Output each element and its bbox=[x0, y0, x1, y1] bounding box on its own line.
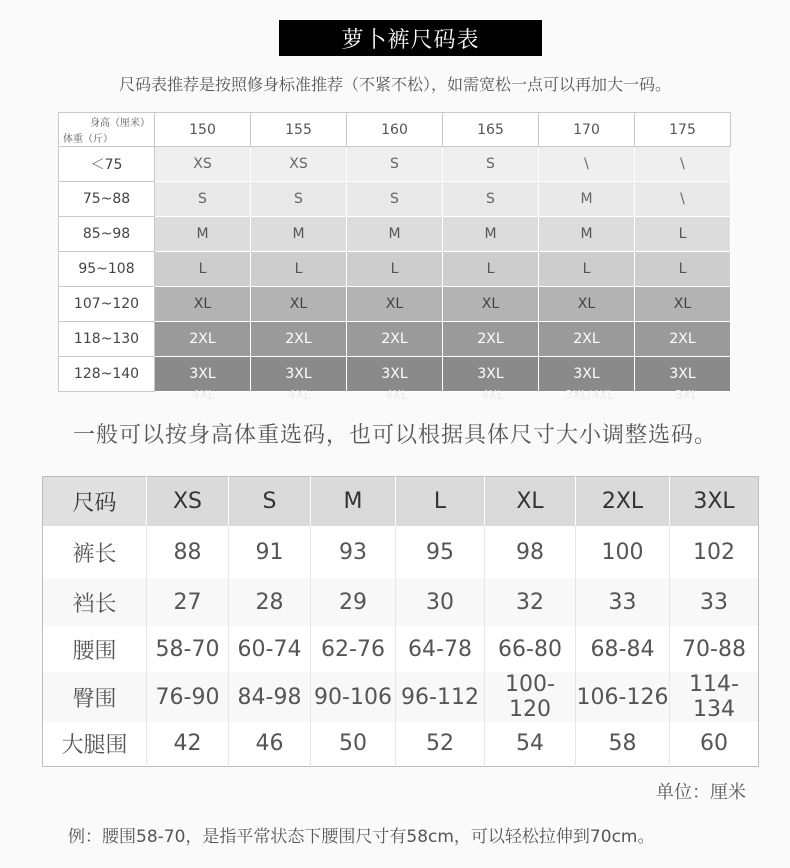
header-cell: 尺码 bbox=[43, 477, 147, 527]
weight-label: ＜75 bbox=[59, 147, 155, 182]
value-cell: 58-70 bbox=[147, 626, 229, 672]
header-cell: 3XL bbox=[670, 477, 759, 527]
measurement-header-row bbox=[43, 477, 759, 527]
row-label: 裆长 bbox=[43, 578, 147, 626]
size-cell: S bbox=[155, 182, 251, 217]
page-title: 萝卜裤尺码表 bbox=[279, 20, 542, 56]
value-cell: 30 bbox=[396, 578, 485, 626]
value-cell: 66-80 bbox=[485, 626, 576, 672]
size-cell: M bbox=[443, 217, 539, 252]
table-row bbox=[59, 287, 731, 322]
value-cell: 60-74 bbox=[229, 626, 311, 672]
height-header: 155 bbox=[251, 113, 347, 147]
example-note: 例：腰围58-70，是指平常状态下腰围尺寸有58cm，可以轻松拉伸到70cm。 bbox=[68, 827, 655, 847]
size-cell: L bbox=[251, 252, 347, 287]
table-row bbox=[43, 626, 759, 672]
height-header: 175 bbox=[635, 113, 731, 147]
value-cell: 60 bbox=[670, 722, 759, 766]
unit-label: 单位：厘米 bbox=[656, 782, 746, 803]
weight-label: 75~88 bbox=[59, 182, 155, 217]
size-cell: \ bbox=[635, 147, 731, 182]
table-row bbox=[59, 217, 731, 252]
table-row bbox=[59, 182, 731, 217]
size-cell: XL bbox=[347, 287, 443, 322]
header-cell: XS bbox=[147, 477, 229, 527]
table-row bbox=[59, 252, 731, 287]
size-cell: M bbox=[539, 182, 635, 217]
size-cell: XS bbox=[155, 147, 251, 182]
value-cell: 62-76 bbox=[311, 626, 396, 672]
value-cell: 29 bbox=[311, 578, 396, 626]
table-row bbox=[59, 147, 731, 182]
value-cell: 91 bbox=[229, 526, 311, 578]
height-header: 150 bbox=[155, 113, 251, 147]
value-cell: 102 bbox=[670, 526, 759, 578]
value-cell: 64-78 bbox=[396, 626, 485, 672]
table-row bbox=[43, 672, 759, 722]
size-cell: XL bbox=[155, 287, 251, 322]
value-cell: 95 bbox=[396, 526, 485, 578]
section-subtitle: 一般可以按身高体重选码，也可以根据具体尺寸大小调整选码。 bbox=[72, 423, 717, 448]
value-cell: 33 bbox=[670, 578, 759, 626]
size-cell: 2XL bbox=[155, 322, 251, 357]
height-header: 165 bbox=[443, 113, 539, 147]
fit-note: 尺码表推荐是按照修身标准推荐（不紧不松），如需宽松一点可以再加大一码。 bbox=[118, 75, 671, 94]
size-cell: M bbox=[251, 217, 347, 252]
size-cell: S bbox=[443, 147, 539, 182]
row-label: 裤长 bbox=[43, 526, 147, 578]
value-cell: 70-88 bbox=[670, 626, 759, 672]
corner-cell bbox=[59, 113, 155, 147]
value-cell: 100-120 bbox=[485, 672, 576, 722]
ghost-size-text: 3XL/4XL bbox=[565, 388, 615, 402]
size-cell: XL bbox=[635, 287, 731, 322]
height-header-row bbox=[59, 113, 731, 147]
table-row bbox=[43, 526, 759, 578]
header-cell: M bbox=[311, 477, 396, 527]
value-cell: 42 bbox=[147, 722, 229, 766]
size-cell: 3XL bbox=[443, 357, 539, 392]
table-row bbox=[43, 722, 759, 766]
value-cell: 93 bbox=[311, 526, 396, 578]
value-cell: 96-112 bbox=[396, 672, 485, 722]
row-label: 腰围 bbox=[43, 626, 147, 672]
size-cell: L bbox=[155, 252, 251, 287]
value-cell: 90-106 bbox=[311, 672, 396, 722]
size-cell: 3XL bbox=[155, 357, 251, 392]
corner-weight-label: 体重（斤） bbox=[63, 134, 113, 145]
size-cell: S bbox=[347, 182, 443, 217]
size-cell: 2XL bbox=[347, 322, 443, 357]
header-cell: 2XL bbox=[576, 477, 670, 527]
value-cell: 76-90 bbox=[147, 672, 229, 722]
size-cell: 3XL bbox=[347, 357, 443, 392]
size-cell: XS bbox=[251, 147, 347, 182]
value-cell: 27 bbox=[147, 578, 229, 626]
value-cell: 84-98 bbox=[229, 672, 311, 722]
size-cell: 2XL bbox=[251, 322, 347, 357]
size-cell: L bbox=[539, 252, 635, 287]
value-cell: 106-126 bbox=[576, 672, 670, 722]
header-cell: S bbox=[229, 477, 311, 527]
size-cell: XL bbox=[443, 287, 539, 322]
corner-height-label: 身高（厘米） bbox=[90, 118, 150, 129]
height-header: 160 bbox=[347, 113, 443, 147]
row-label: 大腿围 bbox=[43, 722, 147, 766]
value-cell: 98 bbox=[485, 526, 576, 578]
size-cell: L bbox=[443, 252, 539, 287]
measurement-table bbox=[42, 476, 759, 767]
size-cell: L bbox=[635, 217, 731, 252]
header-cell: L bbox=[396, 477, 485, 527]
size-cell: 2XL bbox=[539, 322, 635, 357]
size-cell: 2XL bbox=[443, 322, 539, 357]
ghost-size-text: 3XL bbox=[675, 388, 698, 402]
value-cell: 54 bbox=[485, 722, 576, 766]
size-cell: L bbox=[347, 252, 443, 287]
size-cell: S bbox=[347, 147, 443, 182]
value-cell: 52 bbox=[396, 722, 485, 766]
size-cell: M bbox=[347, 217, 443, 252]
value-cell: 32 bbox=[485, 578, 576, 626]
value-cell: 50 bbox=[311, 722, 396, 766]
weight-label: 85~98 bbox=[59, 217, 155, 252]
table-row bbox=[59, 322, 731, 357]
value-cell: 58 bbox=[576, 722, 670, 766]
size-cell: L bbox=[635, 252, 731, 287]
weight-label: 118~130 bbox=[59, 322, 155, 357]
size-cell: 3XL bbox=[251, 357, 347, 392]
size-cell: M bbox=[155, 217, 251, 252]
table-row bbox=[59, 357, 731, 392]
ghost-size-text: 4XL bbox=[385, 388, 408, 402]
header-cell: XL bbox=[485, 477, 576, 527]
ghost-size-text: 4XL bbox=[288, 388, 311, 402]
weight-label: 95~108 bbox=[59, 252, 155, 287]
value-cell: 46 bbox=[229, 722, 311, 766]
size-cell: 3XL bbox=[635, 357, 731, 392]
height-header: 170 bbox=[539, 113, 635, 147]
size-cell: \ bbox=[635, 182, 731, 217]
value-cell: 28 bbox=[229, 578, 311, 626]
size-cell: XL bbox=[539, 287, 635, 322]
faded-overflow-row bbox=[155, 388, 735, 406]
value-cell: 100 bbox=[576, 526, 670, 578]
value-cell: 33 bbox=[576, 578, 670, 626]
ghost-size-text: 4XL bbox=[192, 388, 215, 402]
height-weight-size-chart bbox=[58, 112, 731, 392]
table-row bbox=[43, 578, 759, 626]
size-cell: S bbox=[251, 182, 347, 217]
value-cell: 68-84 bbox=[576, 626, 670, 672]
size-cell: \ bbox=[539, 147, 635, 182]
size-cell: XL bbox=[251, 287, 347, 322]
size-cell: M bbox=[539, 217, 635, 252]
value-cell: 114-134 bbox=[670, 672, 759, 722]
ghost-size-text: 4XL bbox=[481, 388, 504, 402]
size-cell: S bbox=[443, 182, 539, 217]
value-cell: 88 bbox=[147, 526, 229, 578]
size-cell: 2XL bbox=[635, 322, 731, 357]
weight-label: 128~140 bbox=[59, 357, 155, 392]
row-label: 臀围 bbox=[43, 672, 147, 722]
size-cell: 3XL bbox=[539, 357, 635, 392]
weight-label: 107~120 bbox=[59, 287, 155, 322]
